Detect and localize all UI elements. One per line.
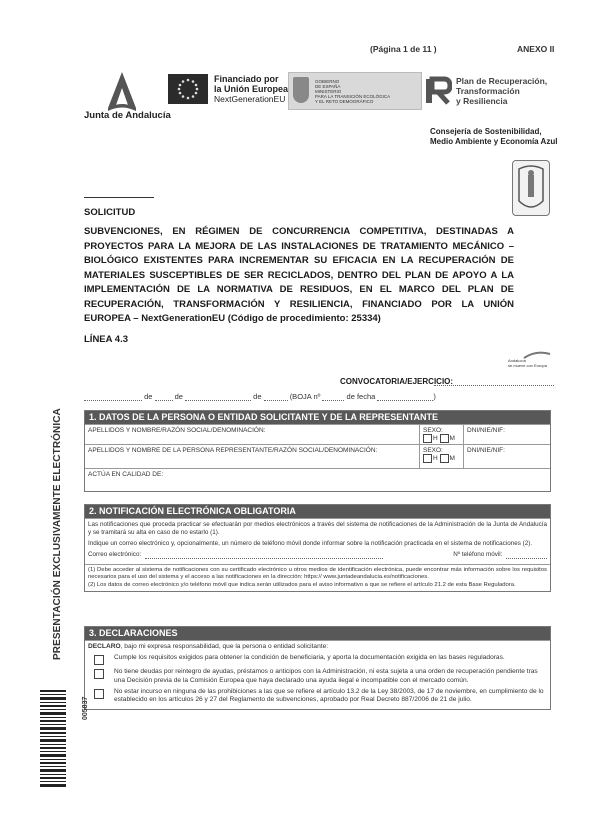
section3-title: 3. DECLARACIONES (85, 627, 550, 640)
de-fecha-label: de fecha (346, 392, 376, 401)
vertical-note-text: PRESENTACIÓN EXCLUSIVAMENTE ELECTRÓNICA (52, 408, 63, 660)
phone-field[interactable] (506, 551, 547, 559)
rep-dni-label: DNI/NIE/NIF: (467, 447, 505, 454)
declaration-intro-text: , bajo mi expresa responsabilidad, que la persona o entidad solicitante: (120, 643, 329, 650)
notification-p1: Las notificaciones que proceda practicar se efectuarán por medios electrónicos a través del sistema de notificaciones de la Administración de la Junta de Andalucía y se tramitará su alta en caso de no estarlo (1). (88, 521, 547, 536)
section-declarations (84, 626, 551, 710)
sexo-label: SEXO: (423, 427, 443, 434)
spain-shield-icon (293, 77, 309, 103)
form-type: SOLICITUD (84, 207, 136, 218)
section2-title: 2. NOTIFICACIÓN ELECTRÓNICA OBLIGATORIA (85, 505, 550, 518)
consejeria-line1: Consejería de Sostenibilidad, (430, 127, 542, 136)
date-extra-field[interactable] (264, 392, 288, 401)
declaration-item (88, 668, 547, 685)
junta-andalucia-text: Junta de Andalucía (84, 110, 171, 121)
gob-line5: Y EL RETO DEMOGRÁFICO (315, 99, 374, 104)
gob-line2: DE ESPAÑA (315, 84, 341, 89)
date-line (84, 392, 436, 401)
prtr-logo-icon (424, 76, 452, 106)
gob-line3: MINISTERIO (315, 89, 342, 94)
phone-label: Nº teléfono móvil: (453, 551, 503, 558)
rep-dni-field[interactable] (463, 445, 550, 468)
date-de3: de (253, 392, 262, 401)
date-year-field[interactable] (185, 392, 251, 401)
declaration-3-checkbox[interactable] (94, 689, 104, 699)
applicant-name-label: APELLIDOS Y NOMBRE/RAZÓN SOCIAL/DENOMINACIÓN: (88, 427, 266, 434)
rep-name-label: APELLIDOS Y NOMBRE DE LA PERSONA REPRESENTANTE/RAZÓN SOCIAL/DENOMINACIÓN: (88, 447, 378, 454)
actua-label: ACTÚA EN CALIDAD DE: (88, 471, 164, 478)
declaration-1-text: Cumple los requisitos exigidos para obtener la condición de beneficiaria, y aporta la documentación exigida en las bases reguladoras. (114, 654, 505, 662)
declaration-item (88, 654, 547, 665)
prtr-text (456, 76, 547, 106)
declaro-label: DECLARO (88, 643, 121, 650)
declaration-1-checkbox[interactable] (94, 655, 104, 665)
sex-m-checkbox[interactable] (440, 434, 449, 443)
convocatoria-label: CONVOCATORIA/EJERCICIO: (340, 377, 454, 386)
andalucia-crest-icon (512, 160, 550, 216)
section-notification (84, 504, 551, 592)
m-label: M (449, 435, 455, 443)
applicant-dni-field[interactable] (463, 425, 550, 444)
gobierno-text (315, 79, 390, 104)
linea-label: LÍNEA 4.3 (84, 334, 128, 345)
applicant-sex-field (419, 425, 463, 444)
rep-sex-m-checkbox[interactable] (440, 454, 449, 463)
sex-h-checkbox[interactable] (423, 434, 432, 443)
section1-title: 1. DATOS DE LA PERSONA O ENTIDAD SOLICITANTE Y DE LA REPRESENTANTE (85, 411, 550, 424)
dni-label: DNI/NIE/NIF: (467, 427, 505, 434)
eu-line3: NextGenerationEU (214, 94, 286, 104)
page-info: (Página 1 de 11 ) (370, 44, 437, 54)
andalucia-europa-logo (508, 350, 552, 372)
form-code-text: 005837 (82, 696, 89, 720)
boja-number-field[interactable] (322, 392, 344, 401)
section-applicant (84, 410, 551, 492)
convocatoria-field[interactable] (434, 385, 554, 386)
rep-sexo-label: SEXO: (423, 447, 443, 454)
andalucia-small2: se mueve con Europa (508, 362, 547, 368)
declaration-2-text: No tiene deudas por reintegro de ayudas, préstamos o anticipos con la Administración, ni esta sujeta a una orden de recuperación pendiente tras una Decisión previa de la Comisión Europea que haya declarado una ayuda ilegal e incompatible con el mercado común. (114, 668, 538, 684)
close-paren: ) (433, 392, 436, 401)
h-label: H (433, 435, 438, 443)
prtr-line1: Plan de Recuperación, (456, 76, 548, 86)
date-month-field[interactable] (155, 392, 173, 401)
annex-label: ANEXO II (517, 44, 555, 54)
declaration-2-checkbox[interactable] (94, 669, 104, 679)
date-de1: de (144, 392, 153, 401)
form-title: SUBVENCIONES, EN RÉGIMEN DE CONCURRENCIA COMPETITIVA, DESTINADAS A PROYECTOS PARA LA MEJORA DE LAS INSTALACIONES DE TRATAMIENTO MECÁNICO – BIOLÓGICO EXISTENTES PARA INCREMENTAR SU EFICACIA EN LA RECUPERACIÓN DE MATERIALES SUSCEPTIBLES DE SER RECICLADOS, DENTRO DEL PLAN DE APOYO A LA IMPLEMENTACIÓN DE LA NORMATIVA DE RESIDUOS, EN EL MARCO DEL PLAN DE RECUPERACIÓN, TRANSFORMACIÓN Y RESILIENCIA, FINANCIADO POR LA UNIÓN EUROPEA – NextGenerationEU (Código de procedimiento: 25334) (84, 226, 514, 324)
applicant-name-field[interactable] (85, 425, 419, 444)
form-code (82, 696, 92, 820)
gob-line1: GOBIERNO (315, 79, 340, 84)
date-day-field[interactable] (84, 392, 142, 401)
barcode-icon (40, 690, 66, 790)
andalucia-small1: Andalucía (508, 358, 526, 363)
email-label: Correo electrónico: (88, 551, 142, 558)
vertical-note (52, 390, 70, 660)
actua-field[interactable] (85, 469, 550, 491)
prtr-line3: y Resiliencia (456, 96, 508, 106)
rep-sex-h-checkbox[interactable] (423, 454, 432, 463)
eu-line2: la Unión Europea (214, 84, 289, 94)
footnote-1: (1) Debe acceder al sistema de notificaciones con su certificado electrónico u otros medios de identificación electrónica, puede encontrar más información sobre los requisitos necesarios para el uso del sistema y el acceso a las notificaciones en la dirección: https:// www.juntadeandalucia.es/notificaciones. (88, 567, 547, 581)
rep-h-label: H (433, 455, 438, 463)
prtr-line2: Transformación (456, 86, 520, 96)
email-field[interactable] (145, 551, 383, 559)
consejeria-name (430, 127, 557, 147)
rep-sex-field (419, 445, 463, 468)
eu-line1: Financiado por (214, 74, 279, 84)
consejeria-line2: Medio Ambiente y Economía Azul (430, 137, 558, 146)
declaration-3-text: No estar incurso en ninguna de las prohibiciones a las que se refiere el artículo 13.2 de la Ley 38/2003, de 17 de noviembre, en cumplimiento de lo establecido en los artículos 26 y 27 del Reglamento de subvenciones, aprobado por Real Decreto 887/2006 de 21 de julio. (114, 687, 544, 704)
declaration-intro (88, 643, 547, 651)
gobierno-logo (288, 72, 422, 110)
declaration-item (88, 688, 547, 705)
eu-flag-icon (168, 74, 208, 104)
gob-line4: PARA LA TRANSICIÓN ECOLÓGICA (315, 94, 391, 99)
rep-m-label: M (449, 455, 455, 463)
rep-name-field[interactable] (85, 445, 419, 468)
eu-funding-text (214, 74, 288, 104)
date-de2: de (174, 392, 183, 401)
divider (84, 197, 154, 198)
footnote-2: (2) Los datos de correo electrónico y/o teléfono móvil que indica serán utilizados para el aviso informativo a que se refiere el artículo 21.2 de esta Base Reguladora. (88, 581, 516, 588)
boja-date-field[interactable] (377, 392, 433, 401)
notification-p2: Indique un correo electrónico y, opcionalmente, un número de teléfono móvil donde informar sobre la notificación practicada en el sistema de notificaciones (2). (88, 540, 533, 547)
boja-label: (BOJA nº (289, 392, 321, 401)
